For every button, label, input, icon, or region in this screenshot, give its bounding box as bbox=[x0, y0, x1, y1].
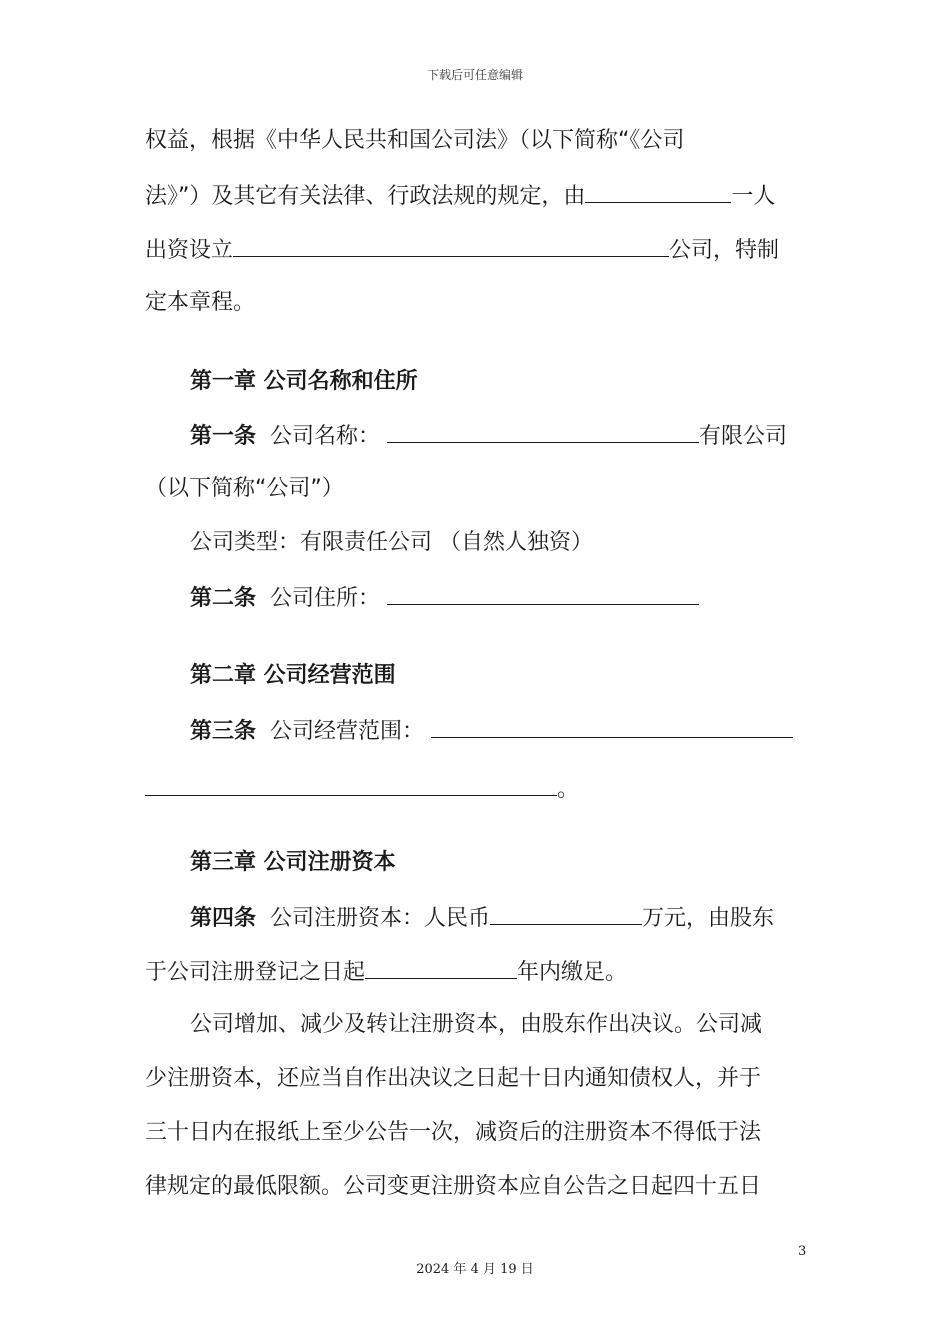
footer-date: 2024 年 4 月 19 日 bbox=[416, 1262, 534, 1277]
article3 bbox=[190, 715, 793, 747]
article1-suffix: 有限公司 bbox=[699, 424, 788, 449]
para1-line3 bbox=[145, 234, 779, 266]
company-name-blank[interactable] bbox=[387, 420, 699, 443]
article4-mid: 万元，由股东 bbox=[642, 906, 775, 931]
capital-amount-blank[interactable] bbox=[490, 902, 642, 925]
para1-line3-text: 出资设立 bbox=[145, 238, 234, 263]
article1 bbox=[190, 420, 787, 452]
article4-line2-text: 于公司注册登记之日起 bbox=[145, 960, 366, 985]
article2-text: 公司住所： bbox=[270, 586, 381, 611]
para2-line4: 律规定的最低限额。公司变更注册资本应自公告之日起四十五日 bbox=[145, 1174, 762, 1199]
page-header: 下载后可任意编辑 bbox=[426, 68, 523, 82]
article4-line2-suffix: 年内缴足。 bbox=[517, 960, 628, 985]
article1-label: 第一条 bbox=[190, 424, 257, 449]
article4-line2 bbox=[145, 956, 627, 988]
blank-field[interactable] bbox=[585, 180, 731, 203]
article2 bbox=[190, 582, 699, 614]
chapter2-title: 第二章 公司经营范围 bbox=[190, 663, 396, 688]
business-scope-blank-2[interactable] bbox=[145, 773, 557, 796]
article1-line2: （以下简称“公司”） bbox=[145, 476, 344, 501]
company-address-blank[interactable] bbox=[387, 582, 699, 605]
payment-years-blank[interactable] bbox=[365, 956, 517, 979]
para2-line1: 公司增加、减少及转让注册资本，由股东作出决议。公司减 bbox=[190, 1012, 763, 1037]
para1-line2-text: 法》”）及其它有关法律、行政法规的规定，由 bbox=[145, 184, 586, 209]
para1-line4: 定本章程。 bbox=[145, 290, 256, 315]
para2-line3: 三十日内在报纸上至少公告一次，减资后的注册资本不得低于法 bbox=[145, 1120, 762, 1145]
para1-line3-suffix: 公司，特制 bbox=[669, 238, 780, 263]
article4-label: 第四条 bbox=[190, 906, 257, 931]
para1-line2 bbox=[145, 180, 775, 212]
article2-label: 第二条 bbox=[190, 586, 257, 611]
chapter3-title: 第三章 公司注册资本 bbox=[190, 850, 396, 875]
article3-label: 第三条 bbox=[190, 719, 257, 744]
article1-text: 公司名称： bbox=[270, 424, 381, 449]
business-scope-blank[interactable] bbox=[431, 715, 793, 738]
page-number: 3 bbox=[798, 1244, 807, 1259]
article3-end: 。 bbox=[557, 777, 580, 802]
para2-line2: 少注册资本，还应当自作出决议之日起十日内通知债权人，并于 bbox=[145, 1066, 762, 1091]
article3-line2 bbox=[145, 773, 579, 805]
para1-line1: 权益，根据《中华人民共和国公司法》（以下简称“《公司 bbox=[145, 128, 685, 153]
chapter1-title: 第一章 公司名称和住所 bbox=[190, 369, 418, 394]
company-type: 公司类型：有限责任公司 （自然人独资） bbox=[190, 530, 593, 555]
article4 bbox=[190, 902, 774, 934]
para1-line2-suffix: 一人 bbox=[731, 184, 776, 209]
blank-field[interactable] bbox=[233, 234, 669, 257]
article3-text: 公司经营范围： bbox=[270, 719, 425, 744]
article4-text: 公司注册资本：人民币 bbox=[270, 906, 491, 931]
